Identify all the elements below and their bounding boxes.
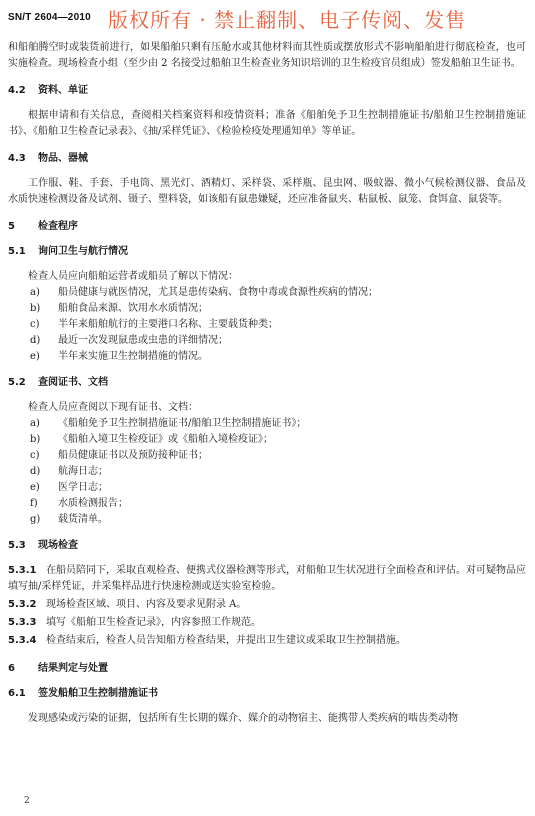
list-item [8, 333, 526, 349]
list-item [8, 512, 526, 528]
section-number: 4.3 [8, 153, 26, 164]
list-label: e) [30, 351, 40, 362]
clause-number: 5.3.3 [8, 617, 37, 628]
list-text: 最近一次发现鼠患或虫患的详细情况； [58, 335, 228, 346]
clause-5-3-4 [8, 633, 526, 649]
section-number: 5.3 [8, 540, 26, 551]
clause-text: 在船员陪同下，采取直观检查、便携式仪器检测等形式，对船舶卫生状况进行全面检查和评估。对可疑物品应填写抽/采样凭证，并采集样品进行快速检测或送实验室检验。 [8, 565, 526, 592]
section-number: 6 [8, 663, 15, 674]
list-text: 医学日志； [58, 482, 108, 493]
section-5-2-list [8, 400, 526, 528]
list-lead: 检查人员应查阅以下现有证书、文档： [28, 402, 198, 413]
section-title: 现场检查 [38, 540, 78, 551]
list-label: d) [30, 466, 41, 477]
section-title: 资料、单证 [38, 85, 88, 96]
clause-number: 5.3.2 [8, 599, 37, 610]
list-label: a) [30, 418, 40, 429]
clause-text: 检查结束后，检查人员告知船方检查结果，并提出卫生建议或采取卫生控制措施。 [46, 635, 406, 646]
section-4-2-text: 根据申请和有关信息，查阅相关档案资料和疫情资料；准备《船舶免予卫生控制措施证书/船舶卫生控制措施证书》、《船舶卫生检查记录表》、《抽/采样凭证》、《检验检疫处理通知单》等单证。 [8, 110, 526, 137]
section-title: 结果判定与处置 [38, 663, 108, 674]
list-item [8, 448, 526, 464]
section-5-2-heading [8, 375, 526, 391]
list-item [8, 496, 526, 512]
section-5-heading [8, 219, 526, 235]
section-4-2-heading [8, 83, 526, 99]
list-label: b) [30, 303, 41, 314]
section-6-1-text: 发现感染或污染的证据，包括所有生长期的媒介、媒介的动物宿主、能携带人类疾病的啮齿类动物 [28, 713, 458, 724]
section-title: 签发船舶卫生控制措施证书 [38, 688, 158, 699]
clause-5-3-3 [8, 615, 526, 631]
list-text: 船舶食品来源、饮用水水质情况； [58, 303, 208, 314]
list-label: d) [30, 335, 41, 346]
clause-5-3-1 [8, 563, 526, 595]
section-title: 物品、器械 [38, 153, 88, 164]
list-item [8, 416, 526, 432]
section-5-1-list [8, 269, 526, 365]
list-text: 船员健康证书以及预防接种证书； [58, 450, 208, 461]
intro-paragraph: 和船舶腾空时或装货前进行，如果船舶只剩有压舱水或其他材料而其性质或摆放形式不影响船舶进行彻底检查，也可实施检查。现场检查小组（至少由 2 名接受过船舶卫生检查业务知识培训的卫生检疫官员组成）签发船舶卫生证书。 [8, 42, 526, 69]
list-item [8, 432, 526, 448]
list-text: 半年来船舶航行的主要港口名称、主要载货种类； [58, 319, 278, 330]
section-number: 4.2 [8, 85, 26, 96]
list-label: g) [30, 514, 41, 525]
list-label: c) [30, 450, 40, 461]
section-4-3-text: 工作服、鞋、手套、手电筒、黑光灯、酒精灯、采样袋、采样瓶、昆虫网、吸蚊器、微小气候检测仪器、食品及水质快速检测设备及试剂、镊子、塑料袋，如该船有鼠患嫌疑，还应准备鼠夹、粘鼠板、鼠笼、食饵盒、鼠袋等。 [8, 178, 526, 205]
list-label: e) [30, 482, 40, 493]
list-item [8, 464, 526, 480]
list-item [8, 349, 526, 365]
list-text: 载货清单。 [58, 514, 108, 525]
copyright-watermark: 版权所有 · 禁止翻制、电子传阅、发售 [108, 8, 467, 32]
section-6-heading [8, 661, 526, 677]
section-5-3-clauses [8, 563, 526, 649]
list-text: 航海日志； [58, 466, 108, 477]
clause-5-3-2 [8, 597, 526, 613]
section-number: 5.2 [8, 377, 26, 388]
list-item [8, 317, 526, 333]
list-text: 《船舶免予卫生控制措施证书/船舶卫生控制措施证书》； [58, 418, 307, 429]
section-title: 查阅证书、文档 [38, 377, 108, 388]
section-4-3-heading [8, 151, 526, 167]
clause-number: 5.3.4 [8, 635, 37, 646]
section-5-1-heading [8, 244, 526, 260]
list-item [8, 480, 526, 496]
list-text: 船员健康与就医情况，尤其是患传染病、食物中毒或食源性疾病的情况； [58, 287, 378, 298]
section-title: 询问卫生与航行情况 [38, 246, 128, 257]
list-text: 《船舶入境卫生检疫证》或《船舶入境检疫证》； [58, 434, 273, 445]
standard-code: SN/T 2604—2010 [8, 12, 91, 23]
document-body [8, 40, 526, 738]
list-label: f) [30, 498, 38, 509]
clause-text: 现场检查区域、项目、内容及要求见附录 A。 [46, 599, 247, 610]
page-number: 2 [24, 796, 30, 806]
clause-text: 填写《船舶卫生检查记录》，内容参照工作规范。 [46, 617, 261, 628]
clause-number: 5.3.1 [8, 565, 37, 576]
section-title: 检查程序 [38, 221, 78, 232]
list-label: a) [30, 287, 40, 298]
list-lead: 检查人员应向船舶运营者或船员了解以下情况： [28, 271, 238, 282]
list-text: 半年来实施卫生控制措施的情况。 [58, 351, 208, 362]
section-number: 6.1 [8, 688, 26, 699]
section-number: 5.1 [8, 246, 26, 257]
list-label: b) [30, 434, 41, 445]
section-6-1-heading [8, 686, 526, 702]
list-label: c) [30, 319, 40, 330]
section-5-3-heading [8, 538, 526, 554]
list-text: 水质检测报告； [58, 498, 128, 509]
section-number: 5 [8, 221, 15, 232]
list-item [8, 301, 526, 317]
list-item [8, 285, 526, 301]
